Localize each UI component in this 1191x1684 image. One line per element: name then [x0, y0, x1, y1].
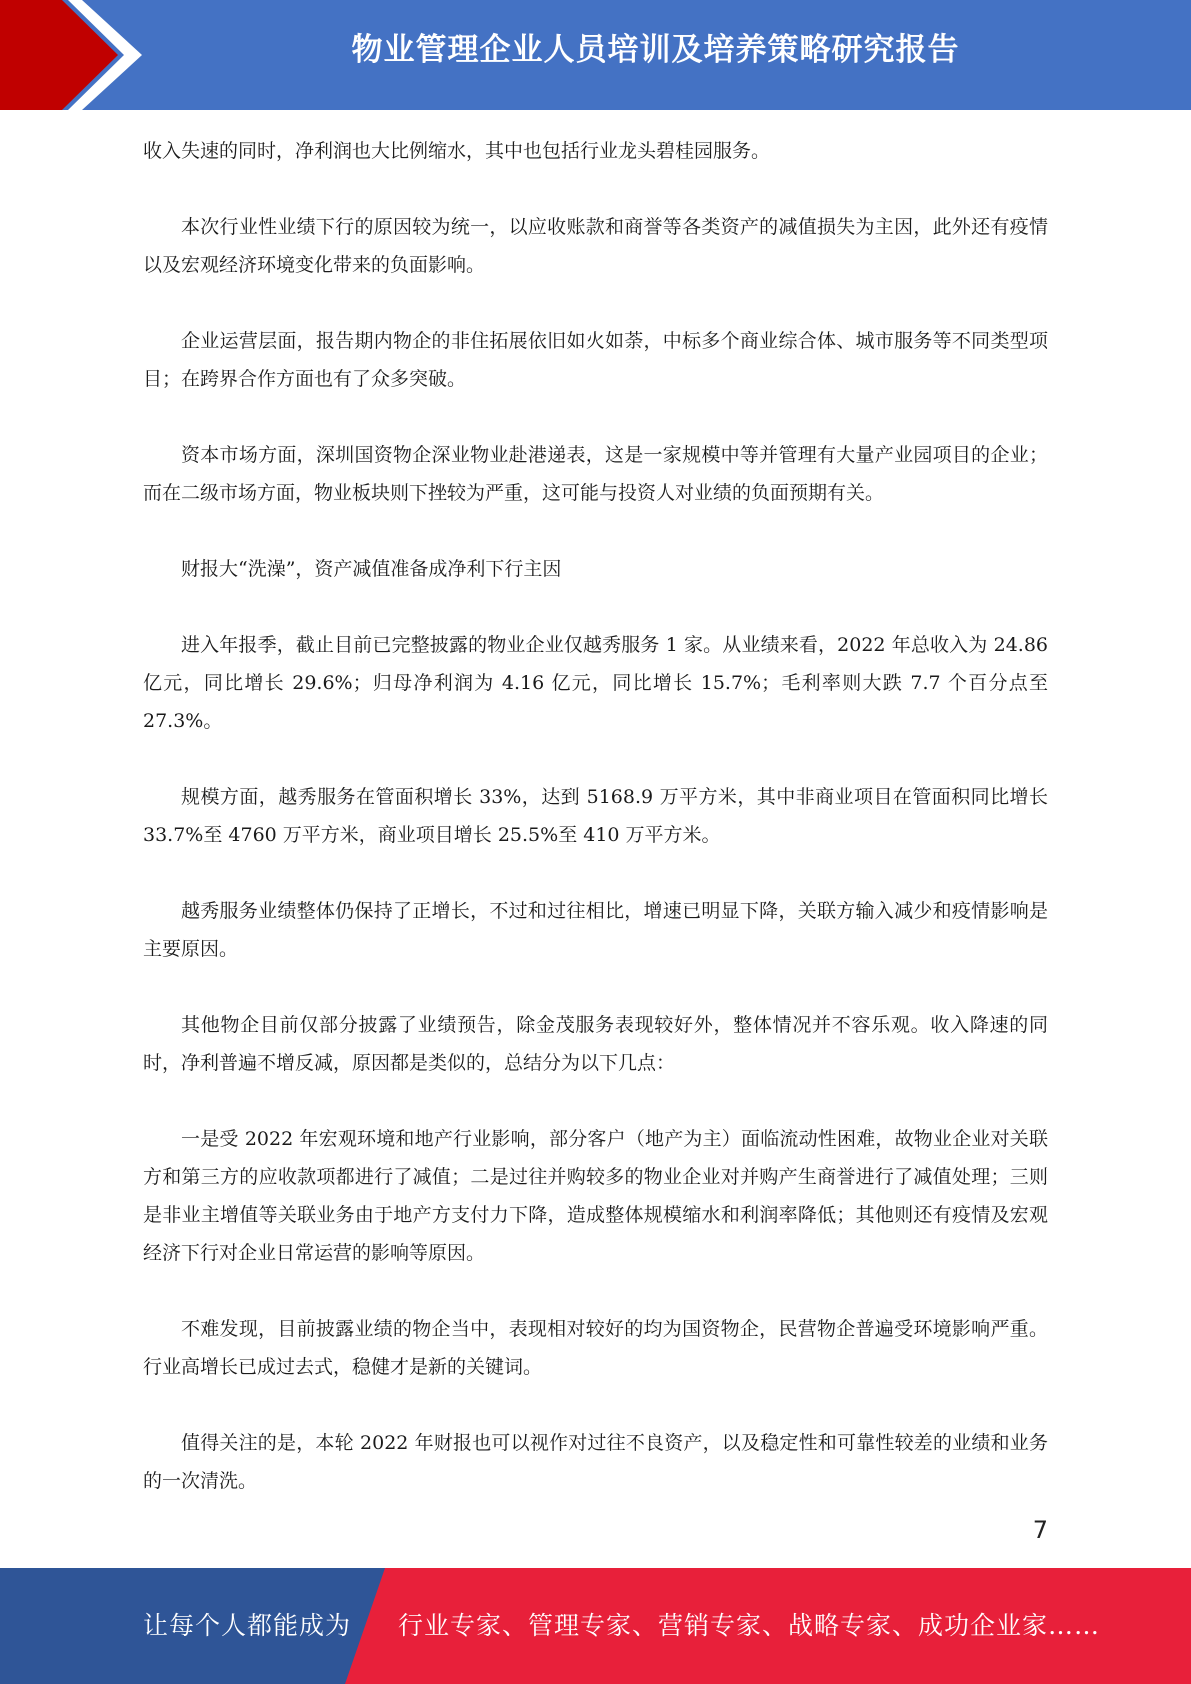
- paragraph: 收入失速的同时，净利润也大比例缩水，其中也包括行业龙头碧桂园服务。: [143, 140, 771, 162]
- footer-banner: [0, 1568, 1191, 1684]
- footer-slogan-left: 让每个人都能成为: [143, 1611, 352, 1640]
- paragraph: 企业运营层面，报告期内物企的非住拓展依旧如火如荼，中标多个商业综合体、城市服务等不同类型项目；在跨界合作方面也有了众多突破。: [143, 330, 1048, 390]
- footer-slogan-right: 行业专家、管理专家、营销专家、战略专家、成功企业家……: [398, 1611, 1101, 1640]
- document-body: [143, 132, 1048, 1538]
- paragraph: 值得关注的是，本轮 2022 年财报也可以视作对过往不良资产，以及稳定性和可靠性较差的业绩和业务的一次清洗。: [143, 1432, 1048, 1492]
- section-heading: 财报大“洗澡”，资产减值准备成净利下行主因: [181, 558, 562, 580]
- paragraph: 资本市场方面，深圳国资物企深业物业赴港递表，这是一家规模中等并管理有大量产业园项目的企业；而在二级市场方面，物业板块则下挫较为严重，这可能与投资人对业绩的负面预期有关。: [143, 444, 1048, 504]
- paragraph: 本次行业性业绩下行的原因较为统一，以应收账款和商誉等各类资产的减值损失为主因，此外还有疫情以及宏观经济环境变化带来的负面影响。: [143, 216, 1048, 276]
- paragraph: 其他物企目前仅部分披露了业绩预告，除金茂服务表现较好外，整体情况并不容乐观。收入降速的同时，净利普遍不增反减，原因都是类似的，总结分为以下几点：: [143, 1014, 1048, 1074]
- paragraph: 规模方面，越秀服务在管面积增长 33%，达到 5168.9 万平方米，其中非商业项目在管面积同比增长 33.7%至 4760 万平方米，商业项目增长 25.5%至 410 万平方米。: [143, 786, 1048, 846]
- document-title: 物业管理企业人员培训及培养策略研究报告: [351, 32, 960, 68]
- header-chevron-decoration: [0, 0, 160, 110]
- paragraph: 进入年报季，截止目前已完整披露的物业企业仅越秀服务 1 家。从业绩来看，2022 年总收入为 24.86 亿元，同比增长 29.6%；归母净利润为 4.16 亿元，同比增长 15.7%；毛利率则大跌 7.7 个百分点至 27.3%。: [143, 634, 1048, 732]
- paragraph: 一是受 2022 年宏观环境和地产行业影响，部分客户（地产为主）面临流动性困难，故物业企业对关联方和第三方的应收款项都进行了减值；二是过往并购较多的物业企业对并购产生商誉进行了减值处理；三则是非业主增值等关联业务由于地产方支付力下降，造成整体规模缩水和利润率降低；其他则还有疫情及宏观经济下行对企业日常运营的影响等原因。: [143, 1128, 1048, 1264]
- paragraph: 不难发现，目前披露业绩的物企当中，表现相对较好的均为国资物企，民营物企普遍受环境影响严重。行业高增长已成过去式，稳健才是新的关键词。: [143, 1318, 1048, 1378]
- page-number: 7: [1032, 1516, 1048, 1544]
- paragraph: 越秀服务业绩整体仍保持了正增长，不过和过往相比，增速已明显下降，关联方输入减少和疫情影响是主要原因。: [143, 900, 1048, 960]
- header-banner: [0, 0, 1191, 110]
